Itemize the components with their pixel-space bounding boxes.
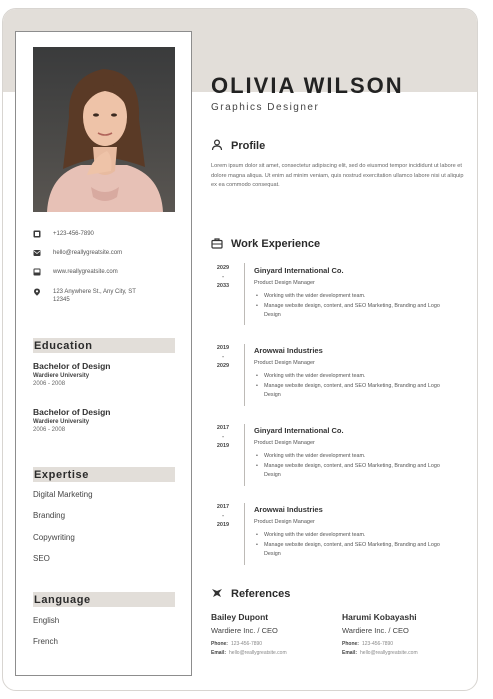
- contact-address-text: 123 Anywhere St., Any City, ST 12345: [53, 289, 136, 303]
- experience-heading: [211, 237, 320, 250]
- contact-phone-text: +123-456-7890: [53, 231, 94, 237]
- location-pin-icon: [33, 288, 41, 296]
- education-degree-1: Bachelor of Design: [33, 361, 111, 371]
- education-years-1: 2006 - 2008: [33, 381, 66, 387]
- job-bullet: • Manage website design, content, and SEO Marketing, Branding and Logo Design: [256, 302, 456, 321]
- references-heading: [211, 587, 290, 600]
- job-bullet: • Manage website design, content, and SEO Marketing, Branding and Logo Design: [256, 462, 456, 481]
- job-end-year: 2019: [216, 443, 230, 449]
- profile-text: Lorem ipsum dolor sit amet, consectetur adipiscing elit, sed do eiusmod tempor incididunt ut labore et dolore magna aliqua. Ut enim ad minim veniam, quis nostrud exercitation ullamco labore nisi ut aliquip ex ea commodo consequat.: [211, 163, 464, 188]
- candidate-title: Graphics Designer: [211, 102, 320, 113]
- job-role: Product Design Manager: [254, 280, 315, 286]
- language-heading: Language: [33, 592, 175, 607]
- job-bullet: • Working with the wider development team.: [256, 292, 456, 302]
- job-bullet: • Working with the wider development team.: [256, 531, 456, 541]
- expertise-heading: Expertise: [33, 467, 175, 482]
- references-heading-text: References: [231, 588, 291, 600]
- profile-heading-text: Profile: [231, 140, 266, 152]
- reference-org: Wardiere Inc. / CEO: [342, 626, 409, 635]
- reference-name: Bailey Dupont: [211, 612, 269, 622]
- job-bullet: • Working with the wider development team.: [256, 452, 456, 462]
- reference-phone: [211, 641, 262, 647]
- timeline-line: [244, 263, 245, 325]
- job-bullets: [256, 452, 456, 481]
- job-company: Ginyard International Co.: [254, 426, 344, 435]
- reference-email-label: Email:: [342, 650, 358, 656]
- timeline-line: [244, 344, 245, 406]
- job-start-year: 2017: [216, 425, 230, 431]
- job-date: [211, 503, 235, 530]
- person-icon: [211, 139, 223, 151]
- education-school-1: Wardiere University: [33, 373, 90, 379]
- language-item: French: [33, 637, 58, 646]
- job-start-year: 2029: [216, 265, 230, 271]
- job-company: Ginyard International Co.: [254, 266, 344, 275]
- reference-phone-value: 123-456-7890: [361, 641, 394, 647]
- job-date-separator: -: [222, 354, 224, 360]
- reference-email-value: hello@reallygreatsite.com: [229, 650, 287, 656]
- job-role: Product Design Manager: [254, 360, 315, 366]
- timeline-line: [244, 503, 245, 565]
- reference-phone-label: Phone:: [211, 641, 228, 647]
- job-bullets: [256, 531, 456, 560]
- expertise-item: Copywriting: [33, 533, 75, 542]
- education-heading: Education: [33, 338, 175, 353]
- job-bullets: [256, 372, 456, 401]
- job-date: [211, 264, 235, 291]
- contact-email-text: hello@reallygreatsite.com: [53, 250, 123, 256]
- job-date: [211, 424, 235, 451]
- reference-phone-value: 123-456-7890: [230, 641, 263, 647]
- reference-email: [211, 650, 287, 656]
- briefcase-icon: [211, 237, 223, 249]
- reference-phone-label: Phone:: [342, 641, 359, 647]
- job-bullet: • Manage website design, content, and SEO Marketing, Branding and Logo Design: [256, 541, 456, 560]
- job-start-year: 2019: [216, 345, 230, 351]
- timeline-line: [244, 424, 245, 486]
- job-start-year: 2017: [216, 504, 230, 510]
- profile-photo: [33, 47, 175, 212]
- job-bullet: • Manage website design, content, and SEO Marketing, Branding and Logo Design: [256, 382, 456, 401]
- job-role: Product Design Manager: [254, 440, 315, 446]
- job-date: [211, 344, 235, 371]
- globe-icon: [33, 268, 41, 276]
- education-years-2: 2006 - 2008: [33, 427, 66, 433]
- reference-icon: [211, 587, 223, 599]
- reference-phone: [342, 641, 393, 647]
- profile-heading: [211, 139, 265, 152]
- reference-email: [342, 650, 418, 656]
- job-date-separator: -: [222, 274, 224, 280]
- candidate-name: OLIVIA WILSON: [211, 73, 404, 98]
- job-date-separator: -: [222, 513, 224, 519]
- education-degree-2: Bachelor of Design: [33, 407, 111, 417]
- experience-heading-text: Work Experience: [231, 238, 321, 250]
- contact-website-text: www.reallygreatsite.com: [53, 269, 118, 275]
- reference-email-value: hello@reallygreatsite.com: [360, 650, 418, 656]
- job-bullet: • Working with the wider development team.: [256, 372, 456, 382]
- job-company: Arowwai Industries: [254, 505, 323, 514]
- reference-org: Wardiere Inc. / CEO: [211, 626, 278, 635]
- reference-email-label: Email:: [211, 650, 227, 656]
- job-end-year: 2029: [216, 363, 230, 369]
- job-bullets: [256, 292, 456, 321]
- education-school-2: Wardiere University: [33, 419, 90, 425]
- job-date-separator: -: [222, 434, 224, 440]
- resume-card: [2, 8, 478, 691]
- expertise-item: Digital Marketing: [33, 490, 93, 499]
- reference-name: Harumi Kobayashi: [342, 612, 417, 622]
- job-company: Arowwai Industries: [254, 346, 323, 355]
- expertise-item: Branding: [33, 511, 66, 520]
- mail-icon: [33, 249, 41, 257]
- job-end-year: 2019: [216, 522, 230, 528]
- phone-icon: [33, 230, 41, 238]
- language-item: English: [33, 616, 60, 625]
- job-end-year: 2033: [216, 283, 230, 289]
- job-role: Product Design Manager: [254, 519, 315, 525]
- expertise-item: SEO: [33, 554, 50, 563]
